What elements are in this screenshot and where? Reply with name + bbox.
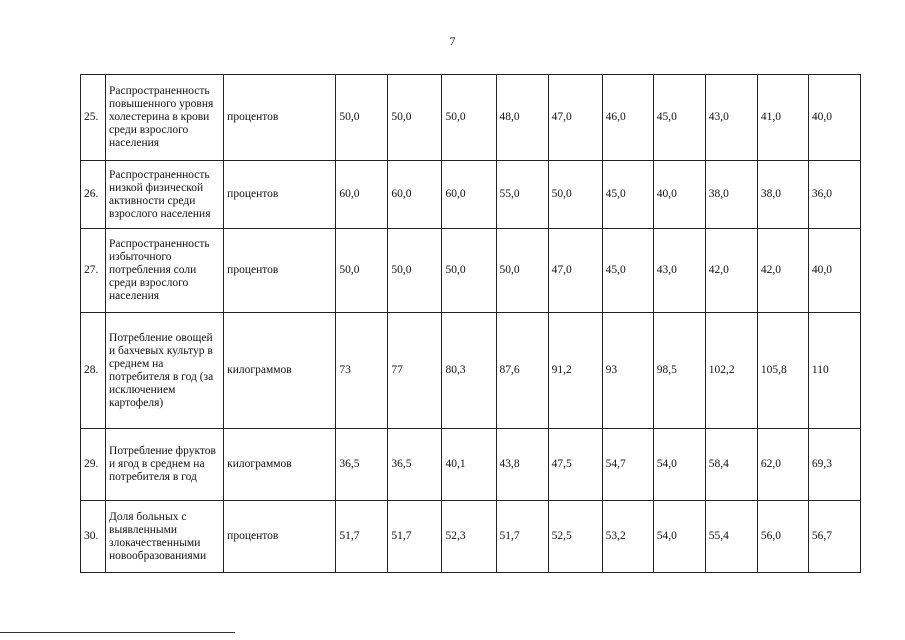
- page-number: 7: [449, 34, 456, 48]
- value-cell: 53,2: [602, 501, 653, 573]
- value-cell: 43,0: [705, 75, 757, 161]
- value-cell: 40,0: [653, 161, 705, 229]
- unit: процентов: [224, 501, 336, 573]
- value-cell: 47,0: [548, 229, 602, 313]
- table-row: [81, 229, 861, 313]
- value-cell: 50,0: [336, 75, 388, 161]
- value-cell: 51,7: [336, 501, 388, 573]
- value-cell: 93: [602, 313, 653, 429]
- table-row: [81, 313, 861, 429]
- indicator-name: Распространенность низкой физической активности среди взрослого населения: [106, 161, 224, 229]
- value-cell: 43,0: [653, 229, 705, 313]
- value-cell: 73: [336, 313, 388, 429]
- unit: процентов: [224, 161, 336, 229]
- table-row: [81, 75, 861, 161]
- value-cell: 55,0: [496, 161, 548, 229]
- value-cell: 45,0: [602, 161, 653, 229]
- value-cell: 58,4: [705, 429, 757, 501]
- value-cell: 36,5: [388, 429, 442, 501]
- row-number: 27.: [81, 229, 106, 313]
- scan-line: [0, 632, 235, 633]
- value-cell: 54,0: [653, 429, 705, 501]
- row-number: 25.: [81, 75, 106, 161]
- value-cell: 36,5: [336, 429, 388, 501]
- value-cell: 54,7: [602, 429, 653, 501]
- value-cell: 56,0: [757, 501, 808, 573]
- table-row: [81, 501, 861, 573]
- value-cell: 50,0: [336, 229, 388, 313]
- indicator-name: Доля больных с выявленными злокачественными новообразованиями: [106, 501, 224, 573]
- value-cell: 47,0: [548, 75, 602, 161]
- unit: процентов: [224, 229, 336, 313]
- value-cell: 46,0: [602, 75, 653, 161]
- value-cell: 87,6: [496, 313, 548, 429]
- value-cell: 50,0: [442, 75, 496, 161]
- value-cell: 51,7: [388, 501, 442, 573]
- value-cell: 50,0: [496, 229, 548, 313]
- value-cell: 45,0: [602, 229, 653, 313]
- indicator-name: Потребление овощей и бахчевых культур в среднем на потребителя в год (за исключением картофеля): [106, 313, 224, 429]
- value-cell: 50,0: [388, 229, 442, 313]
- value-cell: 42,0: [705, 229, 757, 313]
- value-cell: 48,0: [496, 75, 548, 161]
- value-cell: 51,7: [496, 501, 548, 573]
- value-cell: 105,8: [757, 313, 808, 429]
- indicator-name: Распространенность повышенного уровня холестерина в крови среди взрослого населения: [106, 75, 224, 161]
- value-cell: 40,1: [442, 429, 496, 501]
- value-cell: 102,2: [705, 313, 757, 429]
- value-cell: 36,0: [808, 161, 860, 229]
- value-cell: 55,4: [705, 501, 757, 573]
- value-cell: 60,0: [388, 161, 442, 229]
- value-cell: 60,0: [442, 161, 496, 229]
- row-number: 28.: [81, 313, 106, 429]
- value-cell: 38,0: [705, 161, 757, 229]
- value-cell: 91,2: [548, 313, 602, 429]
- value-cell: 69,3: [808, 429, 860, 501]
- value-cell: 98,5: [653, 313, 705, 429]
- value-cell: 54,0: [653, 501, 705, 573]
- value-cell: 77: [388, 313, 442, 429]
- value-cell: 52,3: [442, 501, 496, 573]
- table-body: [81, 75, 861, 573]
- value-cell: 50,0: [548, 161, 602, 229]
- value-cell: 80,3: [442, 313, 496, 429]
- value-cell: 110: [808, 313, 860, 429]
- value-cell: 45,0: [653, 75, 705, 161]
- value-cell: 47,5: [548, 429, 602, 501]
- value-cell: 40,0: [808, 75, 860, 161]
- indicator-name: Потребление фруктов и ягод в среднем на потребителя в год: [106, 429, 224, 501]
- value-cell: 56,7: [808, 501, 860, 573]
- indicators-table: [80, 74, 861, 573]
- unit: килограммов: [224, 313, 336, 429]
- value-cell: 50,0: [442, 229, 496, 313]
- value-cell: 60,0: [336, 161, 388, 229]
- value-cell: 62,0: [757, 429, 808, 501]
- value-cell: 40,0: [808, 229, 860, 313]
- value-cell: 42,0: [757, 229, 808, 313]
- value-cell: 50,0: [388, 75, 442, 161]
- unit: процентов: [224, 75, 336, 161]
- unit: килограммов: [224, 429, 336, 501]
- row-number: 26.: [81, 161, 106, 229]
- table-row: [81, 429, 861, 501]
- indicator-name: Распространенность избыточного потребления соли среди взрослого населения: [106, 229, 224, 313]
- value-cell: 52,5: [548, 501, 602, 573]
- value-cell: 41,0: [757, 75, 808, 161]
- value-cell: 38,0: [757, 161, 808, 229]
- value-cell: 43,8: [496, 429, 548, 501]
- row-number: 29.: [81, 429, 106, 501]
- row-number: 30.: [81, 501, 106, 573]
- table-row: [81, 161, 861, 229]
